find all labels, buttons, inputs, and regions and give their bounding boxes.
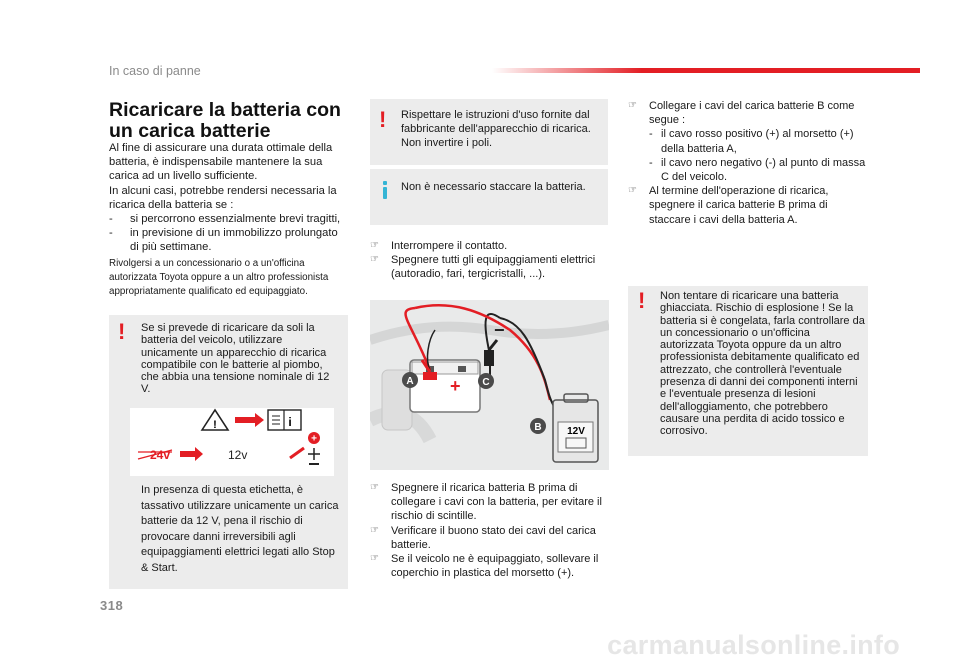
intro-paragraph-2: In alcuni casi, potrebbe rendersi necessaria la ricarica della batteria se : <box>109 184 337 211</box>
finger-pointer-icon: ☞ <box>370 524 379 536</box>
label-b-badge <box>530 418 546 434</box>
finger-pointer-icon: ☞ <box>628 100 637 111</box>
warning-box-instructions <box>370 99 608 165</box>
warning-text: Non tentare di ricaricare una batteria ghiacciata. Rischio di esplosione ! Se la batteria si è congelata, farla controllare da un concessionario o un'officina autorizzata Toyota oppure da un altro professionista debitamente qualificato ed attrezzato, che controllerà l'eventuale presenza di danni dei componenti interni e l'eventuale presenza di lesioni dell'alloggiamento, che potrebbero causare una perdita di acido tossico e corrosivo. <box>660 290 865 438</box>
list-item: ☞ Verificare il buono stato dei cavi del carica batterie. <box>370 524 596 551</box>
svg-text:B: B <box>534 422 542 433</box>
battery-charging-illustration <box>370 300 609 470</box>
warning-exclamation-icon: ! <box>118 319 126 344</box>
stop-start-label-icon <box>130 408 334 476</box>
finger-pointer-icon: ☞ <box>370 553 379 565</box>
plus-sign: + <box>450 376 461 396</box>
list-item: ☞ Al termine dell'operazione di ricarica, spegnere il carica batterie B prima di staccare i cavi della batteria A. <box>628 185 829 226</box>
svg-text:A: A <box>406 376 414 387</box>
warning-box-frozen-battery <box>628 286 868 456</box>
warning-exclamation-icon: ! <box>379 107 387 132</box>
list-item: ☞ Collegare i cavi del carica batterie B come segue : <box>628 100 855 127</box>
list-item: ☞ Spegnere il ricarica batteria B prima di collegare i cavi con la batteria, per evitare il rischio di scintille. <box>370 482 602 523</box>
info-box <box>370 169 608 225</box>
info-text: Non è necessario staccare la batteria. <box>401 181 586 193</box>
warning-text: Se si prevede di ricaricare da soli la batteria del veicolo, utilizzare unicamente un apparecchio di ricarica compatibile con le batterie al piombo, che abbia una tensione nominale di 12 V. <box>141 322 330 396</box>
svg-text:C: C <box>482 377 490 388</box>
svg-text:i: i <box>288 415 292 429</box>
page-number: 318 <box>100 598 124 613</box>
page-title: Ricaricare la batteria con un carica batterie <box>109 99 341 142</box>
info-icon <box>383 181 387 199</box>
steps-list-1 <box>370 239 615 282</box>
svg-text:+: + <box>311 433 317 445</box>
steps-list-3 <box>628 99 868 227</box>
charger-device <box>553 394 598 462</box>
intro-paragraph-1: Al fine di assicurare una durata ottimale della batteria, è indispensabile mantenere la sua carica ad un livello sufficiente. <box>109 142 333 183</box>
warning-text: Rispettare le istruzioni d'uso fornite dal fabbricante dell'apparecchio di ricarica. Non invertire i poli. <box>401 109 591 150</box>
label-12v: 12v <box>228 448 248 462</box>
section-title: In caso di panne <box>109 64 201 78</box>
list-subitem: - il cavo nero negativo (-) al punto di massa C del veicolo. <box>649 156 866 184</box>
finger-pointer-icon: ☞ <box>370 254 379 266</box>
svg-text:!: ! <box>213 419 217 431</box>
list-item: ☞ Se il veicolo ne è equipaggiato, sollevare il coperchio in plastica del morsetto (+). <box>370 553 599 580</box>
steps-list-2 <box>370 481 620 580</box>
warning-box-charger <box>109 315 348 589</box>
finger-pointer-icon: ☞ <box>628 185 637 197</box>
intro-text <box>109 141 349 299</box>
minus-sign: − <box>494 320 505 340</box>
header-accent-bar <box>492 68 920 73</box>
negative-clamp-icon <box>484 340 497 366</box>
label-explanation-text: In presenza di questa etichetta, è tassativo utilizzare unicamente un carica batterie da 12 V, pena il rischio di provocare danni irreversibili agli equipaggiamenti elettrici legati allo Stop & Start. <box>141 484 339 574</box>
label-c-badge <box>478 373 494 389</box>
list-item: - si percorrono essenzialmente brevi tragitti, <box>109 213 341 226</box>
list-item: - in previsione di un immobilizzo prolungato di più settimane. <box>109 227 338 254</box>
label-24v: 24v <box>150 448 171 462</box>
list-subitem: - il cavo rosso positivo (+) al morsetto (+) della batteria A, <box>649 128 854 155</box>
charger-connection-diagram <box>370 300 609 470</box>
finger-pointer-icon: ☞ <box>370 240 379 251</box>
list-item: ☞ Interrompere il contatto. <box>370 240 508 252</box>
battery-label-image <box>130 408 334 476</box>
watermark: carmanualsonline.info <box>607 630 900 660</box>
dealer-note: Rivolgersi a un concessionario o a un'officina autorizzata Toyota oppure a un altro professionista appropriatamente qualificato ed equipaggiato. <box>109 257 329 297</box>
finger-pointer-icon: ☞ <box>370 482 379 493</box>
warning-exclamation-icon: ! <box>638 288 646 313</box>
list-item: ☞ Spegnere tutti gli equipaggiamenti elettrici (autoradio, fari, tergicristalli, ...). <box>370 254 596 281</box>
label-a-badge <box>402 372 418 388</box>
charger-voltage-label: 12V <box>567 426 585 437</box>
